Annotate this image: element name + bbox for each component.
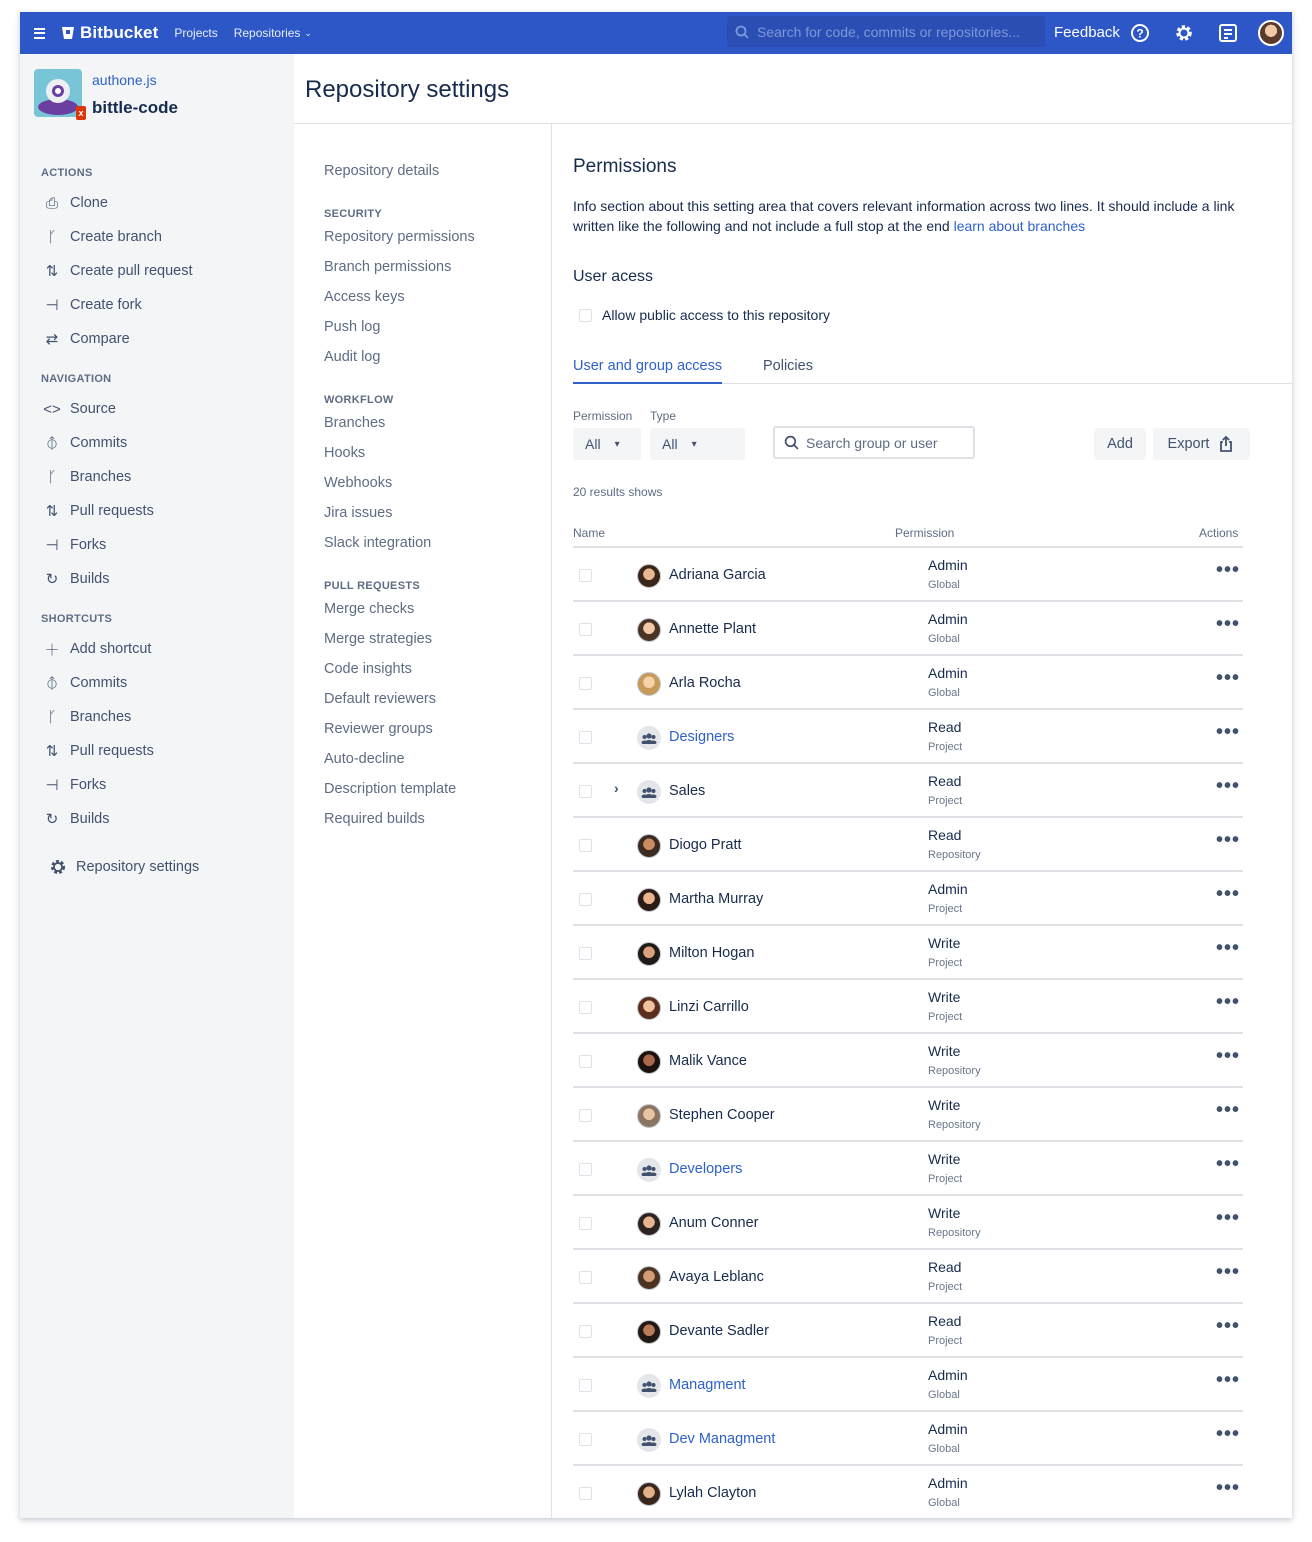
page-header xyxy=(294,54,1292,124)
sidebar-item-create-branch[interactable] xyxy=(42,226,162,248)
settings-nav-merge-checks[interactable]: Merge checks xyxy=(324,601,415,617)
commit-icon: ⦽ xyxy=(47,674,57,692)
notes-icon[interactable] xyxy=(1217,22,1239,44)
avatar xyxy=(637,1050,661,1074)
sidebar-item-label: Branches xyxy=(70,709,132,725)
sidebar-item-forks[interactable] xyxy=(42,534,106,556)
row-scope: Project xyxy=(928,957,963,969)
row-scope: Repository xyxy=(928,849,981,861)
sidebar-item-branches[interactable] xyxy=(42,466,131,488)
clone-icon: ⎙ xyxy=(45,194,58,212)
row-checkbox[interactable] xyxy=(579,1109,592,1122)
more-actions-icon[interactable]: ••• xyxy=(1216,1207,1241,1229)
branch-icon: ᚴ xyxy=(47,468,57,486)
table-row[interactable] xyxy=(573,1034,1243,1088)
sidebar-item-label: Source xyxy=(70,401,116,417)
sidebar-item-label: Branches xyxy=(70,469,132,485)
sidebar-item-commits[interactable] xyxy=(42,432,127,454)
avatar xyxy=(637,672,661,696)
user-access-title: User acess xyxy=(573,268,654,285)
pull-requests-section-title: PULL REQUESTS xyxy=(324,580,420,592)
more-actions-icon[interactable]: ••• xyxy=(1216,559,1241,581)
row-permission[interactable]: Write xyxy=(928,1097,961,1113)
permission-filter-label: Permission xyxy=(573,409,633,423)
sidebar-item-label: Commits xyxy=(70,435,128,451)
table-row[interactable] xyxy=(573,1304,1243,1358)
more-actions-icon[interactable]: ••• xyxy=(1216,1153,1241,1175)
repo-status-badge: x xyxy=(76,106,86,120)
global-search-placeholder: Search for code, commits or repositories... xyxy=(757,23,1020,40)
results-count: 20 results shows xyxy=(573,485,663,499)
settings-nav-hooks[interactable]: Hooks xyxy=(324,445,366,461)
settings-nav-auto-decline[interactable]: Auto-decline xyxy=(324,751,405,767)
branch-icon: ᚴ xyxy=(47,228,57,246)
row-name: Sales xyxy=(669,783,706,799)
row-name: Martha Murray xyxy=(669,891,764,907)
settings-nav-repository-permissions[interactable]: Repository permissions xyxy=(324,229,475,245)
row-permission[interactable]: Write xyxy=(928,1151,961,1167)
sidebar-item-repository-settings[interactable] xyxy=(48,856,199,878)
avatar xyxy=(637,834,661,858)
public-access-checkbox[interactable] xyxy=(579,309,592,322)
settings-nav-access-keys[interactable]: Access keys xyxy=(324,289,405,305)
column-actions: Actions xyxy=(1199,526,1239,540)
row-permission[interactable]: Read xyxy=(928,827,962,843)
avatar xyxy=(637,1482,661,1506)
type-filter-select[interactable] xyxy=(650,428,745,460)
settings-nav-branch-permissions[interactable]: Branch permissions xyxy=(324,259,452,275)
row-checkbox[interactable] xyxy=(579,1487,592,1500)
builds-icon: ↻ xyxy=(45,811,59,828)
table-row[interactable] xyxy=(573,818,1243,872)
row-permission[interactable]: Admin xyxy=(928,557,968,573)
user-avatar[interactable] xyxy=(1258,20,1284,46)
column-permission[interactable]: Permission xyxy=(895,526,955,540)
chevron-down-icon: ▾ xyxy=(614,438,620,450)
more-actions-icon[interactable]: ••• xyxy=(1216,1099,1241,1121)
sidebar-item-builds[interactable] xyxy=(42,568,110,590)
settings-nav-audit-log[interactable]: Audit log xyxy=(324,349,381,365)
row-scope: Project xyxy=(928,795,963,807)
search-icon xyxy=(784,435,799,450)
table-row[interactable] xyxy=(573,1196,1243,1250)
fork-icon: ⊣ xyxy=(45,537,59,554)
settings-nav xyxy=(294,124,552,1518)
row-checkbox[interactable] xyxy=(579,893,592,906)
permission-filter-value: All xyxy=(585,436,601,452)
table-row[interactable] xyxy=(573,602,1243,656)
row-scope: Global xyxy=(928,1443,960,1455)
row-name[interactable]: Dev Managment xyxy=(669,1431,776,1447)
code-icon: <> xyxy=(43,400,61,418)
row-name: Milton Hogan xyxy=(669,945,755,961)
row-checkbox[interactable] xyxy=(579,1379,592,1392)
row-name: Annette Plant xyxy=(669,621,757,637)
sidebar-item-label: Builds xyxy=(70,811,110,827)
type-filter-label: Type xyxy=(650,409,677,423)
more-actions-icon[interactable]: ••• xyxy=(1216,1315,1241,1337)
more-actions-icon[interactable]: ••• xyxy=(1216,829,1241,851)
sidebar-shortcut-branches[interactable] xyxy=(42,706,131,728)
gear-icon xyxy=(48,857,68,877)
settings-nav-reviewer-groups[interactable]: Reviewer groups xyxy=(324,721,433,737)
settings-nav-jira-issues[interactable]: Jira issues xyxy=(324,505,393,521)
sidebar-shortcut-pull-requests[interactable] xyxy=(42,740,154,762)
search-icon xyxy=(735,25,749,39)
sidebar-item-label: Pull requests xyxy=(70,743,154,759)
svg-text:?: ? xyxy=(1136,26,1144,41)
sidebar-item-source[interactable] xyxy=(42,398,116,420)
row-name: Devante Sadler xyxy=(669,1323,769,1339)
info-body: Info section about this setting area that covers relevant information across two lines. It should include a link written like the following and not include a full stop at the end xyxy=(573,198,1235,234)
search-placeholder: Search group or user xyxy=(806,434,938,451)
sidebar-item-label: Compare xyxy=(70,331,130,347)
more-actions-icon[interactable]: ••• xyxy=(1216,883,1241,905)
row-permission[interactable]: Admin xyxy=(928,611,968,627)
row-permission[interactable]: Read xyxy=(928,1259,962,1275)
search-group-or-user-input[interactable] xyxy=(773,426,975,459)
sidebar-item-label: Create pull request xyxy=(70,263,193,279)
row-name: Avaya Leblanc xyxy=(669,1269,764,1285)
column-name[interactable]: Name xyxy=(573,526,606,540)
row-permission[interactable]: Admin xyxy=(928,1421,968,1437)
row-name: Adriana Garcia xyxy=(669,567,766,583)
top-navigation-bar xyxy=(20,12,1292,54)
avatar xyxy=(637,1266,661,1290)
table-row[interactable] xyxy=(573,1412,1243,1466)
nav-repositories[interactable] xyxy=(234,26,312,40)
row-checkbox[interactable] xyxy=(579,1433,592,1446)
sidebar-item-label: Forks xyxy=(70,537,107,553)
sidebar-item-clone[interactable] xyxy=(42,192,108,214)
row-permission[interactable]: Write xyxy=(928,935,961,951)
add-button[interactable]: Add xyxy=(1094,428,1146,460)
table-row[interactable] xyxy=(573,1142,1243,1196)
more-actions-icon[interactable]: ••• xyxy=(1216,667,1241,689)
tab-policies[interactable]: Policies xyxy=(763,358,813,374)
settings-nav-required-builds[interactable]: Required builds xyxy=(324,811,425,827)
more-actions-icon[interactable]: ••• xyxy=(1216,721,1241,743)
sidebar-item-label: Builds xyxy=(70,571,110,587)
row-name: Malik Vance xyxy=(669,1053,747,1069)
fork-icon: ⊣ xyxy=(45,777,59,794)
sidebar-item-create-fork[interactable] xyxy=(42,294,142,316)
group-icon xyxy=(637,726,661,750)
row-checkbox[interactable] xyxy=(579,839,592,852)
bitbucket-bucket-icon xyxy=(61,26,75,40)
table-row[interactable] xyxy=(573,926,1243,980)
learn-about-branches-link[interactable]: learn about branches xyxy=(953,218,1086,234)
page-title: Repository settings xyxy=(305,76,510,103)
table-row[interactable] xyxy=(573,1088,1243,1142)
avatar xyxy=(637,996,661,1020)
row-permission[interactable]: Read xyxy=(928,773,962,789)
pull-request-icon: ⇅ xyxy=(45,503,59,520)
sidebar-item-label: Create fork xyxy=(70,297,142,313)
avatar xyxy=(637,564,661,588)
row-checkbox[interactable] xyxy=(579,731,592,744)
table-row[interactable] xyxy=(573,872,1243,926)
branch-icon: ᚴ xyxy=(47,708,57,726)
row-permission[interactable]: Admin xyxy=(928,1367,968,1383)
group-icon xyxy=(637,1158,661,1182)
sidebar-shortcut-builds[interactable] xyxy=(42,808,110,830)
permissions-table xyxy=(573,520,1243,1518)
tab-user-and-group-access[interactable]: User and group access xyxy=(573,358,722,384)
settings-nav-repository-details[interactable]: Repository details xyxy=(324,163,440,179)
row-scope: Project xyxy=(928,1281,963,1293)
avatar xyxy=(637,942,661,966)
global-search-input[interactable] xyxy=(727,16,1045,47)
row-scope: Global xyxy=(928,1389,960,1401)
table-row[interactable] xyxy=(573,1358,1243,1412)
actions-section-title: ACTIONS xyxy=(41,167,93,179)
navigation-section-title: NAVIGATION xyxy=(41,373,112,385)
sidebar-item-label: Create branch xyxy=(70,229,162,245)
more-actions-icon[interactable]: ••• xyxy=(1216,775,1241,797)
workflow-section-title: WORKFLOW xyxy=(324,394,394,406)
table-body xyxy=(573,548,1243,1518)
settings-nav-code-insights[interactable]: Code insights xyxy=(324,661,412,677)
more-actions-icon[interactable]: ••• xyxy=(1216,1477,1241,1499)
sidebar-item-label: Clone xyxy=(70,195,108,211)
row-scope: Project xyxy=(928,741,963,753)
row-checkbox[interactable] xyxy=(579,947,592,960)
section-title: Permissions xyxy=(573,156,677,177)
table-row[interactable] xyxy=(573,710,1243,764)
row-checkbox[interactable] xyxy=(579,1217,592,1230)
table-header xyxy=(573,520,1243,548)
row-checkbox[interactable] xyxy=(579,623,592,636)
group-icon xyxy=(637,1428,661,1452)
group-icon xyxy=(637,780,661,804)
row-scope: Global xyxy=(928,633,960,645)
commit-icon: ⦽ xyxy=(47,434,57,452)
compare-icon: ⇄ xyxy=(45,331,59,348)
row-checkbox[interactable] xyxy=(579,677,592,690)
builds-icon: ↻ xyxy=(45,571,59,588)
row-checkbox[interactable] xyxy=(579,1001,592,1014)
row-checkbox[interactable] xyxy=(579,1271,592,1284)
export-button-label: Export xyxy=(1167,436,1210,452)
table-row[interactable] xyxy=(573,548,1243,602)
table-row[interactable] xyxy=(573,656,1243,710)
row-permission[interactable]: Admin xyxy=(928,1475,968,1491)
avatar xyxy=(637,1320,661,1344)
settings-nav-webhooks[interactable]: Webhooks xyxy=(324,475,393,491)
sidebar-item-label: Forks xyxy=(70,777,107,793)
repo-avatar xyxy=(34,69,82,117)
chevron-right-icon[interactable]: › xyxy=(614,780,619,796)
sidebar-item-add-shortcut[interactable] xyxy=(42,638,151,660)
brand-name: Bitbucket xyxy=(80,23,159,42)
settings-nav-default-reviewers[interactable]: Default reviewers xyxy=(324,691,437,707)
export-button[interactable] xyxy=(1153,428,1250,460)
bitbucket-logo[interactable] xyxy=(61,23,158,43)
menu-icon[interactable] xyxy=(26,28,52,39)
table-row[interactable] xyxy=(573,1466,1243,1518)
row-scope: Global xyxy=(928,1497,960,1509)
fork-icon: ⊣ xyxy=(45,297,59,314)
chevron-down-icon: ▾ xyxy=(691,438,697,450)
table-row[interactable] xyxy=(573,764,1243,818)
plus-icon: ＋ xyxy=(44,641,60,659)
row-permission[interactable]: Admin xyxy=(928,881,968,897)
pull-request-icon: ⇅ xyxy=(45,743,59,760)
settings-nav-description-template[interactable]: Description template xyxy=(324,781,457,797)
sidebar-shortcut-commits[interactable] xyxy=(42,672,127,694)
row-name: Anum Conner xyxy=(669,1215,759,1231)
permission-filter-select[interactable] xyxy=(573,428,641,460)
row-permission[interactable]: Admin xyxy=(928,665,968,681)
row-name: Lylah Clayton xyxy=(669,1485,757,1501)
row-permission[interactable]: Read xyxy=(928,719,962,735)
more-actions-icon[interactable]: ••• xyxy=(1216,991,1241,1013)
repository-name[interactable]: bittle-code xyxy=(92,98,178,117)
permissions-content xyxy=(553,124,1292,1518)
row-scope: Project xyxy=(928,903,963,915)
row-name: Diogo Pratt xyxy=(669,837,742,853)
settings-nav-push-log[interactable]: Push log xyxy=(324,319,381,335)
access-tabs xyxy=(573,356,1292,384)
row-name[interactable]: Designers xyxy=(669,729,735,745)
row-scope: Project xyxy=(928,1011,963,1023)
sidebar-item-label: Add shortcut xyxy=(70,641,152,657)
nav-repositories-label: Repositories xyxy=(233,26,301,40)
more-actions-icon[interactable]: ••• xyxy=(1216,613,1241,635)
row-name: Stephen Cooper xyxy=(669,1107,775,1123)
settings-nav-merge-strategies[interactable]: Merge strategies xyxy=(324,631,432,647)
info-text xyxy=(573,196,1273,236)
pull-request-icon: ⇅ xyxy=(45,263,59,280)
row-permission[interactable]: Write xyxy=(928,1205,961,1221)
more-actions-icon[interactable]: ••• xyxy=(1216,1369,1241,1391)
public-access-label: Allow public access to this repository xyxy=(602,307,830,323)
sidebar-item-pull-requests[interactable] xyxy=(42,500,154,522)
avatar xyxy=(637,888,661,912)
more-actions-icon[interactable]: ••• xyxy=(1216,937,1241,959)
row-name[interactable]: Managment xyxy=(669,1377,746,1393)
more-actions-icon[interactable]: ••• xyxy=(1216,1045,1241,1067)
settings-nav-branches[interactable]: Branches xyxy=(324,415,386,431)
public-access-option[interactable] xyxy=(579,307,830,323)
more-actions-icon[interactable]: ••• xyxy=(1216,1261,1241,1283)
feedback-button[interactable]: Feedback xyxy=(1054,24,1120,41)
avatar xyxy=(637,1104,661,1128)
row-scope: Repository xyxy=(928,1065,981,1077)
row-name: Arla Rocha xyxy=(669,675,741,691)
nav-projects-label: Projects xyxy=(174,26,218,40)
project-link[interactable]: authone.js xyxy=(92,72,157,88)
sidebar-shortcut-forks[interactable] xyxy=(42,774,106,796)
sidebar-item-label: Repository settings xyxy=(76,859,200,875)
row-permission[interactable]: Read xyxy=(928,1313,962,1329)
row-scope: Project xyxy=(928,1335,963,1347)
row-name: Linzi Carrillo xyxy=(669,999,749,1015)
sidebar xyxy=(20,54,294,1518)
settings-nav-slack-integration[interactable]: Slack integration xyxy=(324,535,432,551)
table-row[interactable] xyxy=(573,1250,1243,1304)
more-actions-icon[interactable]: ••• xyxy=(1216,1423,1241,1445)
group-icon xyxy=(637,1374,661,1398)
avatar xyxy=(637,618,661,642)
help-icon[interactable] xyxy=(1129,22,1151,44)
sidebar-item-compare[interactable] xyxy=(42,328,130,350)
sidebar-item-create-pull-request[interactable] xyxy=(42,260,193,282)
security-section-title: SECURITY xyxy=(324,208,383,220)
row-scope: Repository xyxy=(928,1227,981,1239)
app-window xyxy=(20,12,1292,1518)
table-row[interactable] xyxy=(573,980,1243,1034)
row-name[interactable]: Developers xyxy=(669,1161,743,1177)
row-checkbox[interactable] xyxy=(579,1055,592,1068)
row-scope: Repository xyxy=(928,1119,981,1131)
row-permission[interactable]: Write xyxy=(928,989,961,1005)
row-checkbox[interactable] xyxy=(579,785,592,798)
row-scope: Project xyxy=(928,1173,963,1185)
nav-projects[interactable] xyxy=(174,26,217,40)
avatar xyxy=(637,1212,661,1236)
row-checkbox[interactable] xyxy=(579,569,592,582)
sidebar-item-label: Commits xyxy=(70,675,128,691)
chevron-down-icon: ⌄ xyxy=(304,27,312,38)
row-scope: Global xyxy=(928,687,960,699)
type-filter-value: All xyxy=(662,436,678,452)
row-permission[interactable]: Write xyxy=(928,1043,961,1059)
sidebar-item-label: Pull requests xyxy=(70,503,154,519)
gear-icon[interactable] xyxy=(1173,22,1195,44)
shortcuts-section-title: SHORTCUTS xyxy=(41,613,113,625)
row-checkbox[interactable] xyxy=(579,1163,592,1176)
share-icon xyxy=(1217,435,1235,453)
row-checkbox[interactable] xyxy=(579,1325,592,1338)
row-scope: Global xyxy=(928,579,960,591)
